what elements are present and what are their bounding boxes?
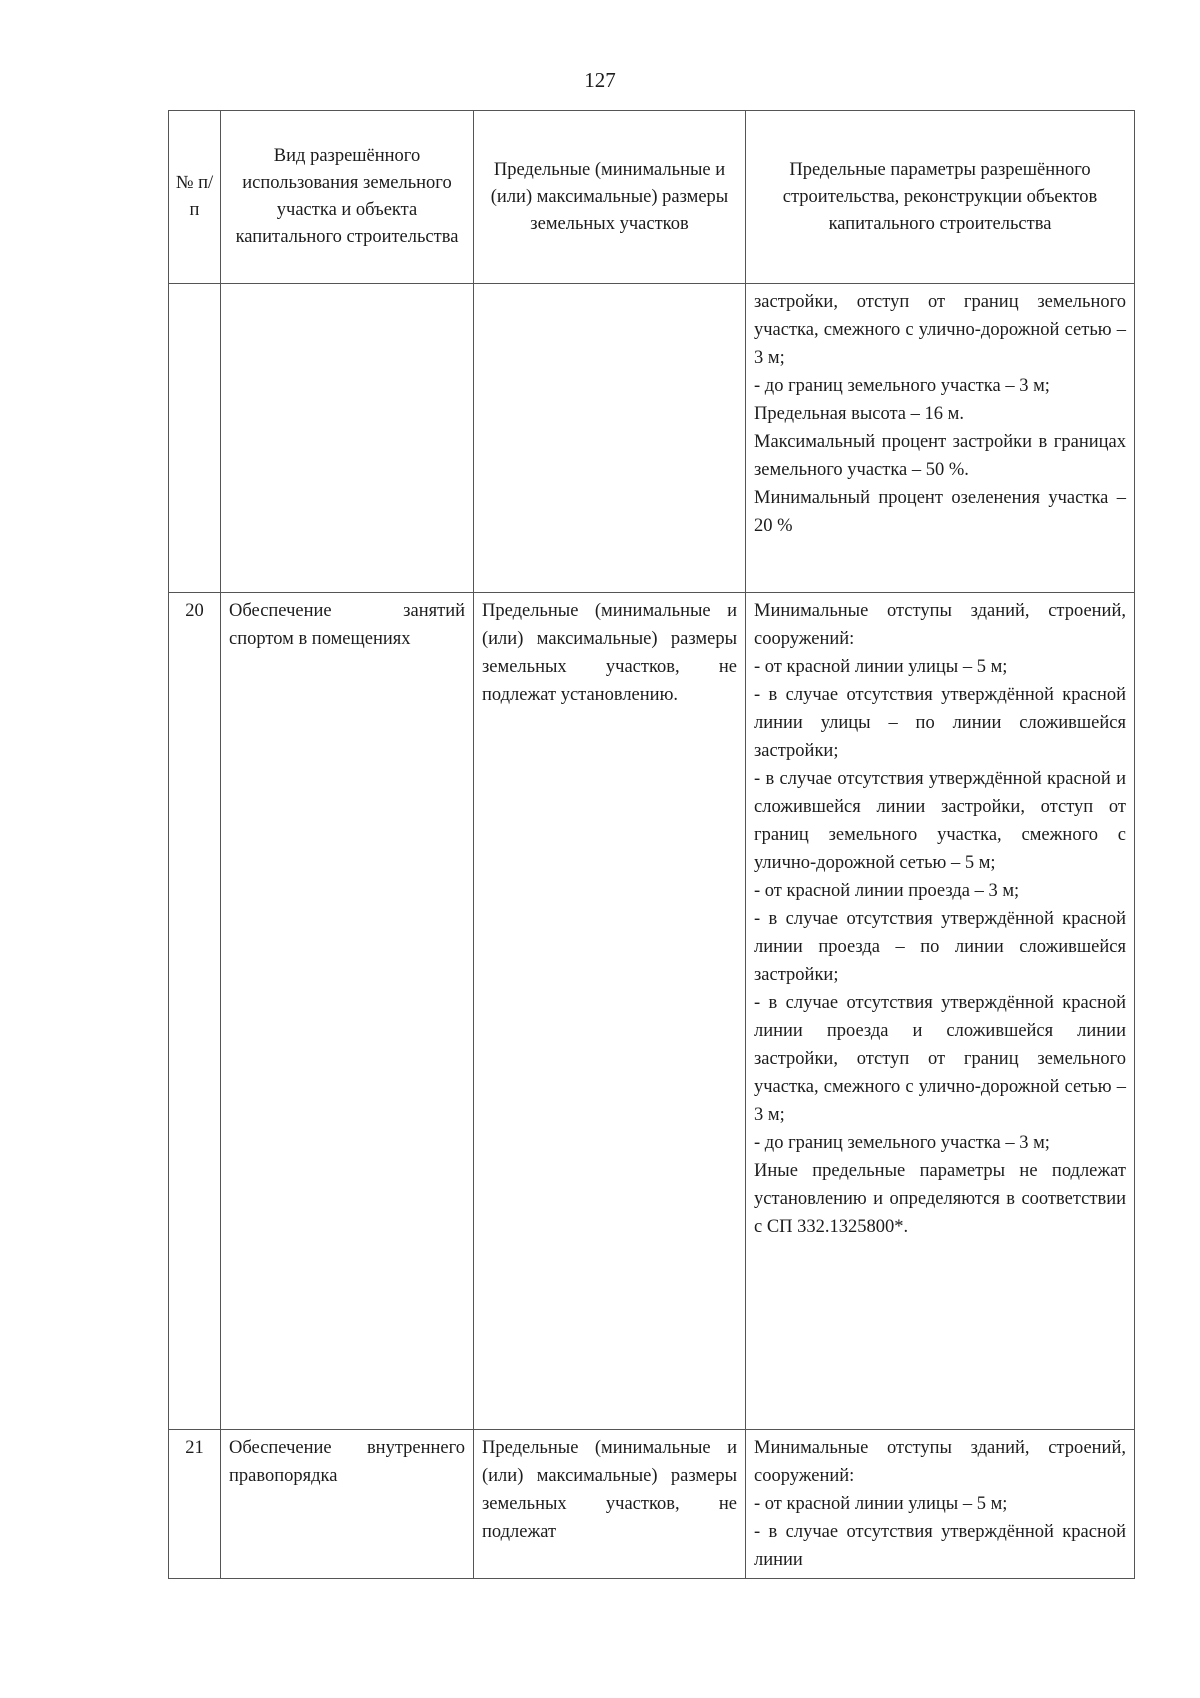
cell-use-kind — [221, 284, 474, 593]
cell-construction-params — [746, 593, 1135, 1430]
param-line: - в случае отсутствия утверждённой красной линии улицы – по линии сложившейся застройки; — [754, 685, 1126, 761]
param-line: - до границ земельного участка – 3 м; — [754, 1133, 1050, 1153]
param-line: - в случае отсутствия утверждённой красной и сложившейся линии застройки, отступ от границ земельного участка, смежного с улично-дорожной сетью – 5 м; — [754, 769, 1126, 873]
param-line: Иные предельные параметры не подлежат установлению и определяются в соответствии с СП 332.1325800*. — [754, 1161, 1126, 1237]
cell-construction-params — [746, 1430, 1135, 1579]
table-row-continuation — [169, 284, 1135, 593]
param-line: застройки, отступ от границ земельного участка, смежного с улично-дорожной сетью – 3 м; — [754, 292, 1126, 368]
cell-use-kind: Обеспечение внутреннего правопорядка — [221, 1430, 474, 1579]
cell-plot-size: Предельные (минимальные и (или) максимальные) размеры земельных участков, не подлежат установлению. — [474, 593, 746, 1430]
cell-construction-params — [746, 284, 1135, 593]
cell-number — [169, 284, 221, 593]
param-line: - от красной линии проезда – 3 м; — [754, 881, 1020, 901]
header-number: № п/п — [169, 111, 221, 284]
param-line: - до границ земельного участка – 3 м; — [754, 376, 1050, 396]
cell-plot-size — [474, 284, 746, 593]
param-line: - в случае отсутствия утверждённой красной линии проезда – по линии сложившейся застройки; — [754, 909, 1126, 985]
param-line: - в случае отсутствия утверждённой красной линии проезда и сложившейся линии застройки, отступ от границ земельного участка, смежного с улично-дорожной сетью – 3 м; — [754, 993, 1126, 1125]
header-use-kind: Вид разрешённого использования земельного участка и объекта капитального строительства — [221, 111, 474, 284]
param-line: Минимальные отступы зданий, строений, сооружений: — [754, 601, 1126, 649]
table-row-21 — [169, 1430, 1135, 1579]
page-number: 127 — [584, 68, 616, 92]
param-line: - в случае отсутствия утверждённой красной линии — [754, 1522, 1126, 1570]
header-construction-params: Предельные параметры разрешённого строительства, реконструкции объектов капитального строительства — [746, 111, 1135, 284]
cell-number: 20 — [169, 593, 221, 1430]
param-line: - от красной линии улицы – 5 м; — [754, 1494, 1008, 1514]
regulations-table — [168, 110, 1135, 1579]
header-plot-size: Предельные (минимальные и (или) максимальные) размеры земельных участков — [474, 111, 746, 284]
table-row-20 — [169, 593, 1135, 1430]
param-line: Минимальный процент озеленения участка – 20 % — [754, 488, 1126, 536]
table-header-row — [169, 111, 1135, 284]
cell-number: 21 — [169, 1430, 221, 1579]
param-line: Максимальный процент застройки в границах земельного участка – 50 %. — [754, 432, 1126, 480]
cell-use-kind: Обеспечение занятий спортом в помещениях — [221, 593, 474, 1430]
cell-plot-size: Предельные (минимальные и (или) максимальные) размеры земельных участков, не подлежат — [474, 1430, 746, 1579]
param-line: Предельная высота – 16 м. — [754, 404, 964, 424]
param-line: - от красной линии улицы – 5 м; — [754, 657, 1008, 677]
param-line: Минимальные отступы зданий, строений, сооружений: — [754, 1438, 1126, 1486]
